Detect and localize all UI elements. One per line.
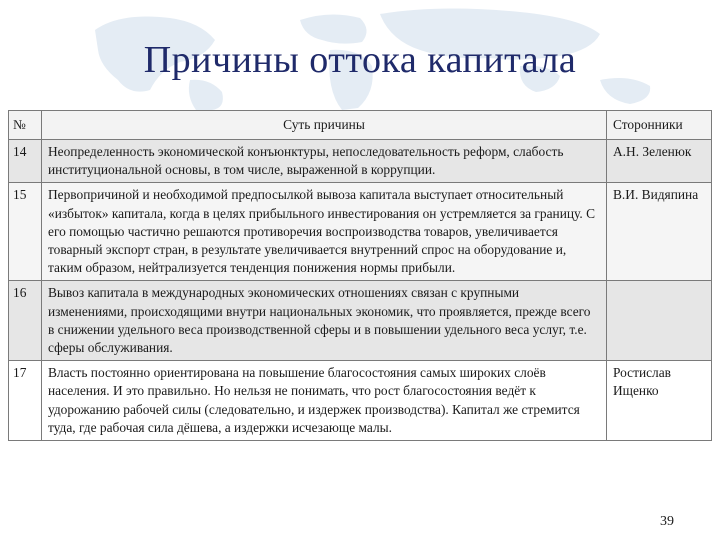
- row-supporters: [607, 281, 712, 361]
- row-number: 17: [9, 361, 42, 441]
- row-number: 15: [9, 183, 42, 281]
- row-essence: Власть постоянно ориентирована на повышение благосостояния самых широких слоёв населения. И это правильно. Но нельзя не понимать, что рост благосостояния ведёт к удорожанию рабочей силы (следовательно, и издержек производства). Капитал же стремится туда, где рабочая сила дёшева, а издержки исчезающе малы.: [42, 361, 607, 441]
- header-number: №: [9, 111, 42, 140]
- table-row: [9, 361, 712, 441]
- table-row: [9, 140, 712, 183]
- header-supporters: Сторонники: [607, 111, 712, 140]
- row-essence: Вывоз капитала в международных экономических отношениях связан с крупными изменениями, происходящими внутри национальных экономик, что проявляется, прежде всего в снижении удельного веса производственной сферы и в повышении удельного веса услуг, т.е. сферы обслуживания.: [42, 281, 607, 361]
- table-row: [9, 183, 712, 281]
- row-number: 16: [9, 281, 42, 361]
- causes-table: [8, 110, 712, 441]
- table-header-row: [9, 111, 712, 140]
- slide-title: Причины оттока капитала: [143, 39, 577, 81]
- row-number: 14: [9, 140, 42, 183]
- row-supporters: А.Н. Зеленюк: [607, 140, 712, 183]
- row-essence: Неопределенность экономической конъюнктуры, непоследовательность реформ, слабость институциональной основы, в том числе, выраженной в коррупции.: [42, 140, 607, 183]
- row-supporters: Ростислав Ищенко: [607, 361, 712, 441]
- page-number: 39: [660, 514, 674, 529]
- header-essence: Суть причины: [42, 111, 607, 140]
- row-essence: Первопричиной и необходимой предпосылкой вывоза капитала выступает относительный «избыток» капитала, когда в целях прибыльного инвестирования он устремляется за границу. С его помощью частично решаются противоречия воспроизводства товаров, увеличивается товарный экспорт стран, в результате увеличивается внутренний спрос на оборудование и, таким образом, нейтрализуется тенденция понижения нормы прибыли.: [42, 183, 607, 281]
- row-supporters: В.И. Видяпина: [607, 183, 712, 281]
- table-row: [9, 281, 712, 361]
